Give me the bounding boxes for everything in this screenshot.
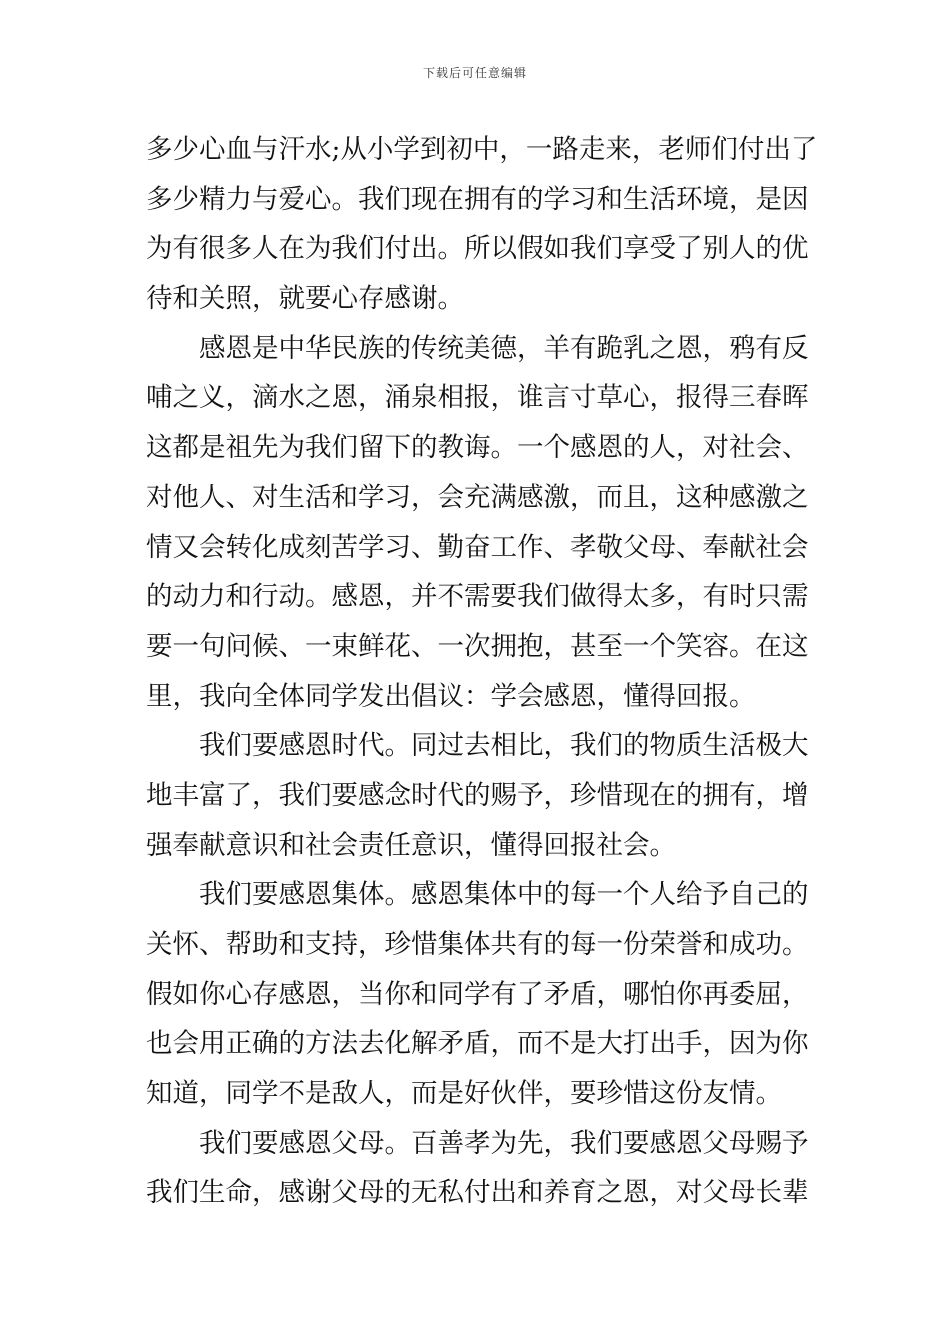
text-line: 里，我向全体同学发出倡议：学会感恩，懂得回报。 <box>146 680 756 712</box>
text-line: 多少心血与汗水;从小学到初中，一路走来，老师们付出了 <box>146 134 818 165</box>
text-line: 我们生命，感谢父母的无私付出和养育之恩，对父母长辈 <box>146 1177 809 1209</box>
text-line: 待和关照，就要心存感谢。 <box>146 283 464 315</box>
text-line: 多少精力与爱心。我们现在拥有的学习和生活环境，是因 <box>146 183 809 215</box>
text-line: 也会用正确的方法去化解矛盾，而不是大打出手，因为你 <box>146 1028 809 1060</box>
page-header: 下载后可任意编辑 <box>422 66 527 80</box>
text-line: 情又会转化成刻苦学习、勤奋工作、孝敬父母、奉献社会 <box>146 531 809 563</box>
text-line: 假如你心存感恩，当你和同学有了矛盾，哪怕你再委屈， <box>146 978 809 1010</box>
text-line: 这都是祖先为我们留下的教诲。一个感恩的人，对社会、 <box>146 432 809 464</box>
body-text <box>146 125 818 1218</box>
text-line: 哺之义，滴水之恩，涌泉相报，谁言寸草心，报得三春晖 <box>146 382 809 414</box>
paragraph-start-line: 我们要感恩父母。百善孝为先，我们要感恩父母赐予 <box>199 1127 809 1159</box>
paragraph-start-line: 我们要感恩时代。同过去相比，我们的物质生活极大 <box>199 730 809 762</box>
paragraph-start-line: 感恩是中华民族的传统美德，羊有跪乳之恩，鸦有反 <box>199 332 809 364</box>
text-line: 地丰富了，我们要感念时代的赐予，珍惜现在的拥有，增 <box>146 779 809 811</box>
text-line: 对他人、对生活和学习，会充满感激，而且，这种感激之 <box>146 481 809 513</box>
text-line: 强奉献意识和社会责任意识，懂得回报社会。 <box>146 829 676 861</box>
text-line: 知道，同学不是敌人，而是好伙伴，要珍惜这份友情。 <box>146 1078 782 1110</box>
text-line: 关怀、帮助和支持，珍惜集体共有的每一份荣誉和成功。 <box>146 929 809 960</box>
text-line: 的动力和行动。感恩，并不需要我们做得太多，有时只需 <box>146 581 809 613</box>
paragraph-start-line: 我们要感恩集体。感恩集体中的每一个人给予自己的 <box>199 879 809 911</box>
text-line: 为有很多人在为我们付出。所以假如我们享受了别人的优 <box>146 233 809 265</box>
text-line: 要一句问候、一束鲜花、一次拥抱，甚至一个笑容。在这 <box>146 630 809 662</box>
